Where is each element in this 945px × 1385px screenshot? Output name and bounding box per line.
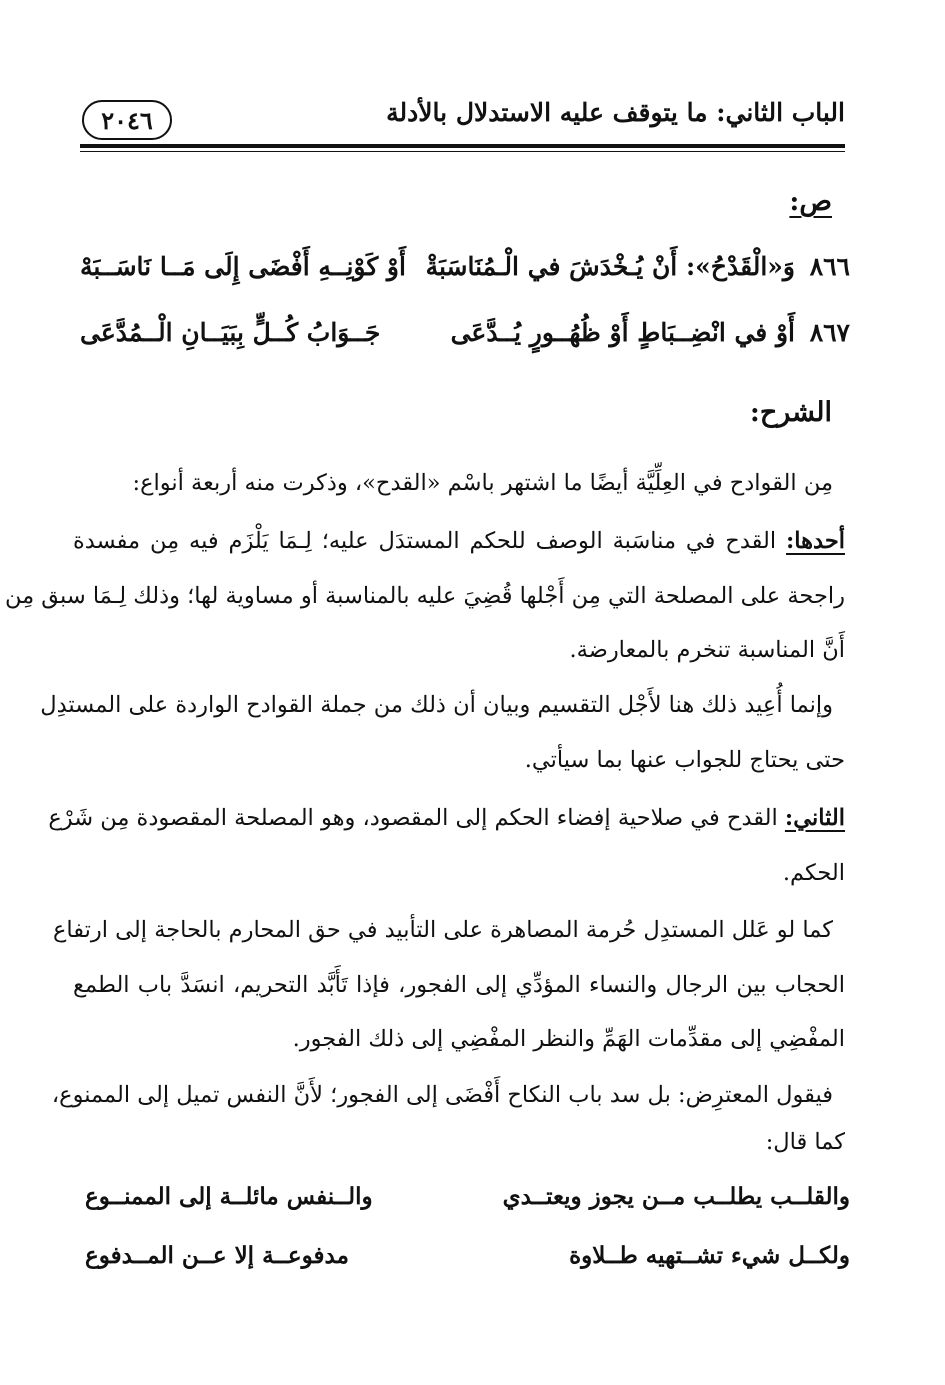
text-line: مِن القوادح في العِلِّيَّة أيضًا ما اشتهر باسْم «القدح»، وذكرت منه أربعة أنواع: bbox=[132, 470, 833, 496]
text-line: أَنَّ المناسبة تنخرم بالمعارضة. bbox=[569, 637, 845, 663]
text-run: القدح في مناسَبة الوصف للحكم المستدَل عليه؛ لِـمَا يَلْزَم فيه مِن مفسدة bbox=[73, 528, 786, 554]
text-line bbox=[48, 803, 845, 833]
page-number-badge: ٢٠٤٦ bbox=[82, 100, 172, 140]
poem-line bbox=[85, 1183, 850, 1223]
text-line: فيقول المعترِض: بل سد باب النكاح أَفْضَى إلى الفجور؛ لأَنَّ النفس تميل إلى الممنوع، bbox=[51, 1082, 833, 1108]
verse-line bbox=[80, 318, 850, 358]
text-line: كما قال: bbox=[765, 1129, 845, 1155]
chapter-title: الباب الثاني: ما يتوقف عليه الاستدلال بالأدلة bbox=[386, 98, 845, 127]
verse-number: ٨٦٦ bbox=[809, 252, 850, 281]
verse-first-hemistich bbox=[451, 318, 850, 347]
verse-number: ٨٦٧ bbox=[809, 318, 850, 347]
poem-second-hemistich: والــنفس مائلــة إلى الممنــوع bbox=[85, 1183, 373, 1210]
text-line: راجحة على المصلحة التي مِن أَجْلها قُضِيَ عليه بالمناسبة أو مساوية لها؛ وذلك لِـمَا سبق مِن bbox=[4, 583, 845, 609]
text-line bbox=[73, 526, 845, 556]
matn-label: ص: bbox=[789, 186, 832, 217]
verse-second-hemistich: أَوْ كَوْنِــهِ أَفْضَى إِلَى مَــا نَاسَــبَهْ bbox=[80, 252, 406, 281]
sharh-label: الشرح: bbox=[749, 397, 832, 428]
text-line: الحجاب بين الرجال والنساء المؤدِّي إلى الفجور، فإذا تَأَبَّد التحريم، انسَدَّ باب الطمع bbox=[73, 972, 845, 998]
text-line: حتى يحتاج للجواب عنها بما سيأتي. bbox=[524, 747, 845, 773]
verse-first-hemistich bbox=[426, 252, 850, 281]
verse-second-hemistich: جَــوَابُ كُــلٍّ بِبَيَــانِ الْــمُدَّعَى bbox=[80, 318, 381, 347]
text-line: المفْضِي إلى مقدِّمات الهَمِّ والنظر المفْضِي إلى ذلك الفجور. bbox=[292, 1026, 845, 1052]
poem-line bbox=[85, 1242, 850, 1282]
paragraph-lead: أحدها: bbox=[786, 528, 845, 554]
verse-text-right: وَ«الْقَدْحُ»: أَنْ يُـخْدَشَ في الْـمُنَاسَبَةْ bbox=[425, 252, 795, 281]
poem-first-hemistich: والقلــب يطلــب مــن يجوز ويعتــدي bbox=[502, 1183, 850, 1210]
text-line: الحكم. bbox=[782, 860, 845, 886]
paragraph-lead: الثاني: bbox=[784, 805, 845, 831]
verse-line bbox=[80, 252, 850, 292]
header-rule bbox=[80, 144, 845, 148]
poem-first-hemistich: ولكــل شيء تشــتهيه طــلاوة bbox=[569, 1242, 850, 1269]
verse-text-right: أَوْ في انْضِــبَاطٍ أَوْ ظُهُــورٍ يُــدَّعَى bbox=[450, 318, 795, 347]
text-line: كما لو عَلل المستدِل حُرمة المصاهرة على التأبيد في حق المحارم بالحاجة إلى ارتفاع bbox=[52, 917, 833, 943]
poem-second-hemistich: مدفوعــة إلا عــن المــدفوع bbox=[85, 1242, 349, 1269]
running-header bbox=[80, 92, 845, 154]
text-line: وإنما أُعِيد ذلك هنا لأَجْل التقسيم وبيان أن ذلك من جملة القوادح الواردة على المستدِل bbox=[40, 692, 833, 718]
text-run: القدح في صلاحية إفضاء الحكم إلى المقصود، وهو المصلحة المقصودة مِن شَرْع bbox=[48, 805, 785, 831]
header-rule-thin bbox=[80, 151, 845, 152]
